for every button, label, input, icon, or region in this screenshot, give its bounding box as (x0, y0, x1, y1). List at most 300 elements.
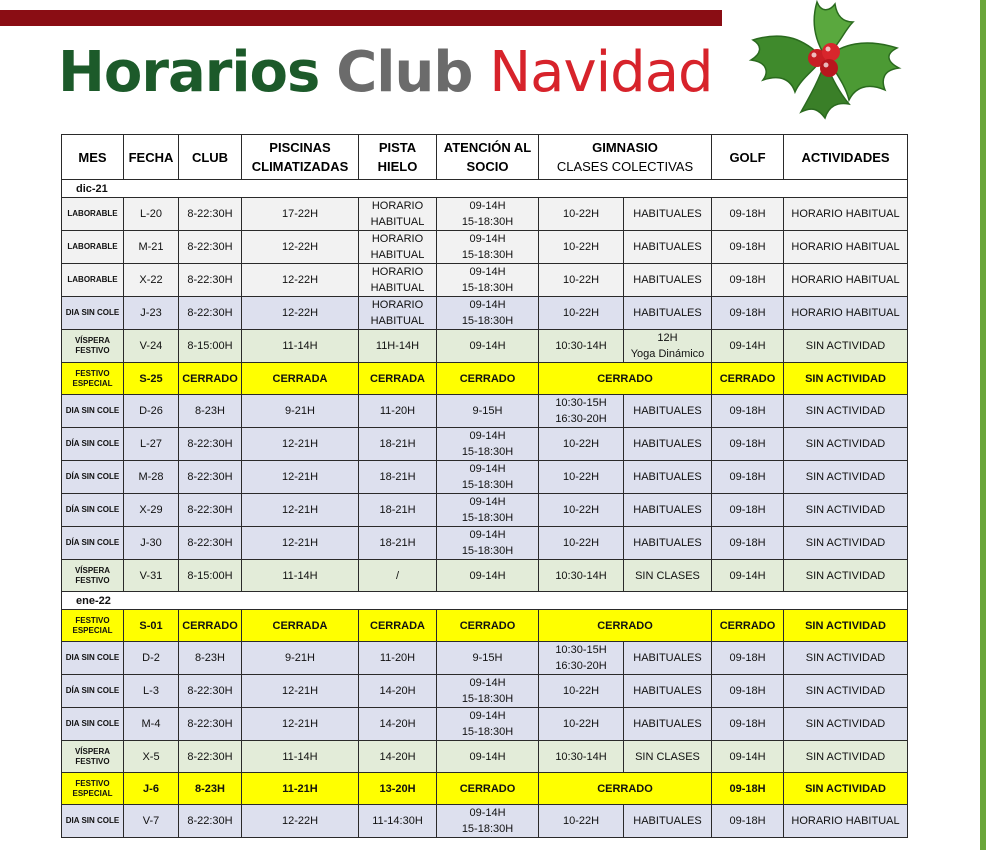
cell-fecha (124, 675, 179, 708)
cell-tipo-dia-text: DÍA SIN COLE (65, 439, 120, 448)
cell-piscinas (242, 805, 359, 838)
cell-atencion-socio-text: 15-18:30H (461, 479, 514, 491)
cell-tipo-dia (62, 560, 124, 592)
cell-golf (712, 560, 784, 592)
cell-clases-colectivas (624, 264, 712, 297)
cell-fecha (124, 805, 179, 838)
table-row (62, 675, 908, 708)
cell-actividades (784, 231, 908, 264)
cell-fecha-text: X-22 (139, 274, 163, 286)
cell-actividades-text: HORARIO HABITUAL (791, 274, 900, 286)
header-atencion (437, 135, 539, 180)
cell-clases-colectivas-text: HABITUALES (633, 274, 702, 286)
cell-fecha (124, 198, 179, 231)
cell-club-text: 8-22:30H (187, 750, 233, 763)
cell-actividades (784, 395, 908, 428)
cell-atencion-socio-text: 15-18:30H (461, 282, 514, 294)
cell-pista-hielo (359, 805, 437, 838)
cell-piscinas-text: 12-22H (281, 274, 319, 286)
cell-clases-colectivas (624, 708, 712, 741)
cell-club-text: 8-15:00H (187, 569, 233, 582)
cell-club (179, 461, 242, 494)
cell-atencion-socio-text: 09-14H (469, 750, 506, 763)
header-atencion-line2: SOCIO (466, 159, 509, 174)
cell-pista-hielo-text: 11-14:30H (372, 815, 423, 827)
cell-tipo-dia-text: FESTIVO (75, 346, 110, 355)
cell-fecha-text: S-25 (139, 372, 163, 385)
header-fecha: FECHA (124, 135, 179, 180)
cell-gimnasio-horario (539, 675, 624, 708)
cell-actividades (784, 642, 908, 675)
cell-pista-hielo-text: 14-20H (379, 685, 416, 697)
cell-golf (712, 297, 784, 330)
cell-club (179, 297, 242, 330)
cell-pista-hielo (359, 675, 437, 708)
cell-club-text: 8-22:30H (187, 307, 233, 319)
cell-fecha-text: X-29 (139, 504, 163, 516)
cell-clases-colectivas-text: HABITUALES (633, 241, 702, 253)
cell-club (179, 560, 242, 592)
cell-gimnasio-horario-text: 10:30-15H (555, 644, 607, 656)
cell-fecha (124, 461, 179, 494)
table-row (62, 395, 908, 428)
cell-club (179, 610, 242, 642)
cell-fecha-text: X-5 (142, 750, 160, 763)
cell-fecha-text: M-28 (138, 471, 164, 483)
cell-atencion-socio-text: CERRADO (459, 782, 516, 795)
cell-clases-colectivas-text: 12H (657, 332, 678, 344)
cell-pista-hielo-text: 11H-14H (375, 340, 420, 352)
cell-pista-hielo (359, 708, 437, 741)
header-gimnasio (539, 135, 712, 180)
cell-tipo-dia-text: DÍA SIN COLE (65, 472, 120, 481)
cell-pista-hielo-text: HORARIO (371, 200, 424, 212)
cell-tipo-dia (62, 330, 124, 363)
cell-tipo-dia (62, 395, 124, 428)
cell-atencion-socio (437, 675, 539, 708)
cell-clases-colectivas (624, 741, 712, 773)
cell-clases-colectivas-text: HABITUALES (633, 405, 702, 417)
cell-clases-colectivas (624, 675, 712, 708)
cell-actividades (784, 610, 908, 642)
cell-golf (712, 610, 784, 642)
schedule-body (62, 180, 908, 838)
cell-actividades-text: SIN ACTIVIDAD (805, 685, 886, 697)
cell-club-text: CERRADO (182, 619, 238, 632)
cell-clases-colectivas-text: Yoga Dinámico (630, 348, 705, 360)
cell-fecha (124, 428, 179, 461)
cell-atencion-socio (437, 231, 539, 264)
cell-gimnasio-horario (539, 708, 624, 741)
cell-gimnasio-text: CERRADO (597, 372, 653, 385)
table-row (62, 708, 908, 741)
cell-gimnasio-horario-text: 10-22H (562, 815, 600, 827)
cell-golf-text: 09-18H (729, 504, 766, 516)
cell-pista-hielo (359, 527, 437, 560)
cell-gimnasio-horario (539, 560, 624, 592)
cell-club-text: 8-22:30H (187, 504, 233, 516)
cell-atencion-socio (437, 741, 539, 773)
header-piscinas (242, 135, 359, 180)
cell-pista-hielo-text: 18-21H (379, 537, 416, 549)
cell-gimnasio-horario-text: 10-22H (562, 274, 600, 286)
month-label: ene-22 (62, 592, 908, 610)
cell-atencion-socio-text: 09-14H (469, 677, 506, 689)
cell-tipo-dia-text: VÍSPERA (74, 565, 111, 575)
cell-tipo-dia-text: FESTIVO (75, 756, 110, 766)
cell-atencion-socio-text: 09-14H (469, 496, 506, 508)
cell-fecha (124, 231, 179, 264)
cell-piscinas (242, 527, 359, 560)
cell-actividades (784, 560, 908, 592)
cell-pista-hielo (359, 642, 437, 675)
cell-golf-text: 09-14H (729, 750, 766, 763)
cell-tipo-dia (62, 773, 124, 805)
cell-piscinas (242, 198, 359, 231)
table-row (62, 741, 908, 773)
cell-actividades (784, 708, 908, 741)
cell-actividades (784, 805, 908, 838)
table-row (62, 264, 908, 297)
cell-club (179, 428, 242, 461)
cell-gimnasio-horario-text: 10:30-14H (555, 569, 607, 582)
month-row (62, 592, 908, 610)
cell-atencion-socio (437, 642, 539, 675)
cell-pista-hielo-text: HABITUAL (370, 249, 425, 261)
cell-tipo-dia-text: DIA SIN COLE (65, 308, 120, 317)
cell-gimnasio-horario (539, 805, 624, 838)
cell-actividades-text: SIN ACTIVIDAD (805, 471, 886, 483)
cell-atencion-socio-text: 15-18:30H (461, 512, 514, 524)
header-pista (359, 135, 437, 180)
cell-piscinas-text: 12-21H (281, 438, 319, 450)
cell-piscinas (242, 428, 359, 461)
cell-actividades-text: HORARIO HABITUAL (791, 307, 900, 319)
cell-actividades-text: HORARIO HABITUAL (791, 815, 900, 827)
cell-atencion-socio-text: 15-18:30H (461, 249, 514, 261)
cell-atencion-socio (437, 330, 539, 363)
cell-atencion-socio-text: 09-14H (469, 710, 506, 722)
cell-golf-text: 09-18H (729, 537, 766, 549)
cell-atencion-socio (437, 773, 539, 805)
cell-atencion-socio-text: 9-15H (472, 405, 503, 417)
cell-golf-text: CERRADO (719, 619, 776, 632)
cell-fecha (124, 773, 179, 805)
table-row (62, 461, 908, 494)
cell-tipo-dia (62, 610, 124, 642)
cell-tipo-dia-text: ESPECIAL (72, 378, 113, 388)
cell-atencion-socio (437, 395, 539, 428)
cell-actividades-text: SIN ACTIVIDAD (805, 652, 886, 664)
cell-gimnasio-horario-text: 10:30-14H (555, 340, 607, 352)
cell-club (179, 527, 242, 560)
cell-atencion-socio-text: 15-18:30H (461, 726, 514, 738)
cell-clases-colectivas-text: HABITUALES (633, 815, 702, 827)
cell-pista-hielo (359, 494, 437, 527)
cell-pista-hielo-text: 18-21H (379, 504, 416, 516)
cell-gimnasio-horario-text: 10-22H (562, 307, 600, 319)
cell-tipo-dia (62, 198, 124, 231)
cell-tipo-dia-text: LABORABLE (67, 242, 118, 251)
cell-club (179, 198, 242, 231)
cell-atencion-socio (437, 264, 539, 297)
cell-piscinas (242, 264, 359, 297)
cell-club (179, 708, 242, 741)
cell-atencion-socio (437, 494, 539, 527)
cell-club-text: 8-23H (195, 652, 225, 664)
cell-golf-text: 09-18H (729, 208, 766, 220)
cell-fecha-text: V-24 (139, 340, 163, 352)
cell-actividades-text: SIN ACTIVIDAD (805, 405, 886, 417)
cell-tipo-dia-text: VÍSPERA (74, 336, 111, 345)
cell-clases-colectivas-text: HABITUALES (633, 537, 702, 549)
cell-fecha-text: L-3 (143, 685, 159, 697)
cell-golf-text: 09-18H (729, 405, 766, 417)
cell-golf-text: 09-18H (729, 471, 766, 483)
cell-fecha (124, 363, 179, 395)
cell-golf (712, 773, 784, 805)
cell-club-text: 8-22:30H (187, 274, 233, 286)
table-row (62, 527, 908, 560)
cell-club (179, 741, 242, 773)
cell-clases-colectivas (624, 461, 712, 494)
cell-club (179, 395, 242, 428)
cell-golf-text: 09-18H (729, 241, 766, 253)
cell-atencion-socio-text: 15-18:30H (461, 545, 514, 557)
cell-atencion-socio-text: CERRADO (459, 372, 516, 385)
header-piscinas-line1: PISCINAS (269, 140, 331, 155)
cell-club-text: 8-22:30H (187, 537, 233, 549)
cell-pista-hielo (359, 264, 437, 297)
cell-gimnasio-horario-text: 10:30-14H (555, 750, 607, 763)
header-mes: MES (62, 135, 124, 180)
cell-atencion-socio-text: 09-14H (469, 200, 506, 212)
cell-golf-text: 09-18H (729, 652, 766, 664)
cell-gimnasio-horario (539, 461, 624, 494)
cell-fecha-text: V-7 (142, 815, 160, 827)
table-row (62, 494, 908, 527)
cell-clases-colectivas (624, 642, 712, 675)
cell-golf (712, 805, 784, 838)
cell-tipo-dia-text: DIA SIN COLE (65, 653, 120, 662)
cell-club (179, 330, 242, 363)
cell-actividades-text: HORARIO HABITUAL (791, 241, 900, 253)
month-label: dic-21 (62, 180, 908, 198)
cell-pista-hielo (359, 428, 437, 461)
cell-golf-text: 09-14H (729, 340, 766, 352)
cell-actividades-text: HORARIO HABITUAL (791, 208, 900, 220)
cell-piscinas (242, 494, 359, 527)
cell-pista-hielo (359, 363, 437, 395)
cell-club-text: 8-22:30H (187, 718, 233, 730)
cell-golf-text: 09-18H (729, 815, 766, 827)
cell-gimnasio-horario (539, 494, 624, 527)
cell-piscinas (242, 708, 359, 741)
cell-atencion-socio (437, 708, 539, 741)
cell-piscinas-text: 12-21H (281, 718, 319, 730)
cell-atencion-socio-text: 09-14H (469, 807, 506, 819)
cell-gimnasio-horario (539, 428, 624, 461)
cell-gimnasio-horario (539, 395, 624, 428)
cell-tipo-dia (62, 264, 124, 297)
cell-atencion-socio-text: 09-14H (469, 340, 506, 352)
cell-tipo-dia (62, 231, 124, 264)
cell-pista-hielo (359, 395, 437, 428)
cell-golf (712, 741, 784, 773)
table-row (62, 330, 908, 363)
cell-club (179, 363, 242, 395)
table-row (62, 805, 908, 838)
cell-clases-colectivas-text: SIN CLASES (635, 750, 700, 763)
cell-clases-colectivas (624, 494, 712, 527)
cell-gimnasio-horario-text: 10:30-15H (555, 397, 607, 409)
cell-piscinas-text: CERRADA (272, 619, 328, 632)
header-club: CLUB (179, 135, 242, 180)
cell-gimnasio-horario (539, 231, 624, 264)
cell-golf (712, 363, 784, 395)
cell-fecha-text: M-4 (141, 718, 161, 730)
cell-tipo-dia (62, 494, 124, 527)
table-row (62, 560, 908, 592)
cell-piscinas (242, 560, 359, 592)
cell-pista-hielo-text: 18-21H (379, 438, 416, 450)
cell-gimnasio-horario (539, 642, 624, 675)
cell-clases-colectivas (624, 560, 712, 592)
cell-tipo-dia (62, 642, 124, 675)
cell-pista-hielo-text: HORARIO (371, 233, 424, 245)
cell-pista-hielo (359, 560, 437, 592)
cell-tipo-dia (62, 363, 124, 395)
month-row (62, 180, 908, 198)
cell-fecha-text: D-26 (139, 405, 163, 417)
cell-fecha-text: D-2 (142, 652, 160, 664)
cell-fecha (124, 395, 179, 428)
cell-golf-text: 09-18H (729, 782, 766, 795)
cell-piscinas (242, 330, 359, 363)
cell-fecha-text: L-20 (139, 208, 163, 220)
header-gimnasio-line1: GIMNASIO (592, 140, 658, 155)
cell-golf (712, 461, 784, 494)
cell-club (179, 231, 242, 264)
cell-clases-colectivas (624, 297, 712, 330)
cell-gimnasio-horario-text: 10-22H (562, 685, 600, 697)
cell-golf (712, 330, 784, 363)
top-accent-bar (0, 10, 722, 26)
cell-club-text: 8-22:30H (187, 685, 233, 697)
cell-atencion-socio (437, 805, 539, 838)
cell-golf (712, 675, 784, 708)
cell-pista-hielo (359, 330, 437, 363)
cell-actividades (784, 330, 908, 363)
cell-actividades (784, 527, 908, 560)
cell-atencion-socio-text: 09-14H (469, 430, 506, 442)
cell-club-text: 8-22:30H (187, 438, 233, 450)
cell-atencion-socio (437, 560, 539, 592)
cell-actividades-text: SIN ACTIVIDAD (805, 619, 886, 632)
cell-atencion-socio (437, 198, 539, 231)
cell-fecha-text: M-21 (138, 241, 164, 253)
cell-club (179, 773, 242, 805)
cell-gimnasio (539, 610, 712, 642)
cell-piscinas-text: 12-21H (281, 471, 319, 483)
cell-club (179, 494, 242, 527)
cell-piscinas (242, 741, 359, 773)
cell-tipo-dia (62, 428, 124, 461)
cell-clases-colectivas-text: HABITUALES (633, 685, 702, 697)
cell-atencion-socio-text: 09-14H (469, 266, 506, 278)
cell-actividades-text: SIN ACTIVIDAD (805, 782, 886, 795)
cell-tipo-dia-text: DIA SIN COLE (65, 406, 120, 415)
cell-atencion-socio-text: 09-14H (469, 529, 506, 541)
cell-clases-colectivas-text: HABITUALES (633, 471, 702, 483)
cell-piscinas-text: 11-14H (282, 340, 318, 352)
cell-gimnasio (539, 773, 712, 805)
cell-piscinas-text: 17-22H (281, 208, 319, 220)
cell-atencion-socio-text: 15-18:30H (461, 315, 514, 327)
cell-actividades (784, 297, 908, 330)
cell-pista-hielo-text: 11-20H (379, 652, 416, 664)
cell-piscinas-text: CERRADA (272, 372, 328, 385)
cell-piscinas-text: 12-22H (281, 815, 319, 827)
table-row (62, 610, 908, 642)
cell-actividades (784, 741, 908, 773)
table-row (62, 642, 908, 675)
cell-golf-text: CERRADO (719, 372, 776, 385)
cell-pista-hielo-text: HORARIO (371, 266, 424, 278)
cell-actividades (784, 198, 908, 231)
cell-fecha (124, 330, 179, 363)
table-row (62, 773, 908, 805)
cell-gimnasio-horario (539, 198, 624, 231)
cell-clases-colectivas (624, 395, 712, 428)
cell-pista-hielo (359, 741, 437, 773)
cell-golf-text: 09-18H (729, 438, 766, 450)
cell-actividades-text: SIN ACTIVIDAD (805, 750, 886, 763)
cell-tipo-dia (62, 805, 124, 838)
cell-pista-hielo (359, 198, 437, 231)
cell-pista-hielo (359, 773, 437, 805)
cell-piscinas (242, 231, 359, 264)
cell-tipo-dia (62, 741, 124, 773)
cell-fecha (124, 297, 179, 330)
cell-piscinas-text: 12-22H (281, 241, 319, 253)
cell-pista-hielo (359, 461, 437, 494)
cell-golf-text: 09-18H (729, 718, 766, 730)
cell-atencion-socio-text: 9-15H (472, 652, 503, 664)
cell-golf-text: 09-18H (729, 307, 766, 319)
cell-club (179, 642, 242, 675)
cell-atencion-socio-text: 15-18:30H (461, 823, 514, 835)
cell-clases-colectivas-text: HABITUALES (633, 438, 702, 450)
cell-tipo-dia-text: DÍA SIN COLE (65, 538, 120, 547)
cell-tipo-dia (62, 527, 124, 560)
table-row (62, 297, 908, 330)
cell-pista-hielo-text: / (395, 569, 400, 582)
cell-golf-text: 09-14H (729, 569, 766, 582)
cell-atencion-socio (437, 297, 539, 330)
cell-golf (712, 494, 784, 527)
cell-atencion-socio (437, 363, 539, 395)
cell-piscinas (242, 642, 359, 675)
cell-gimnasio-horario-text: 16:30-20H (555, 660, 607, 672)
cell-gimnasio-text: CERRADO (597, 782, 653, 795)
cell-actividades-text: SIN ACTIVIDAD (805, 372, 886, 385)
cell-actividades (784, 494, 908, 527)
cell-pista-hielo-text: CERRADA (370, 619, 425, 632)
cell-fecha-text: S-01 (139, 619, 163, 632)
cell-actividades (784, 264, 908, 297)
cell-atencion-socio (437, 527, 539, 560)
